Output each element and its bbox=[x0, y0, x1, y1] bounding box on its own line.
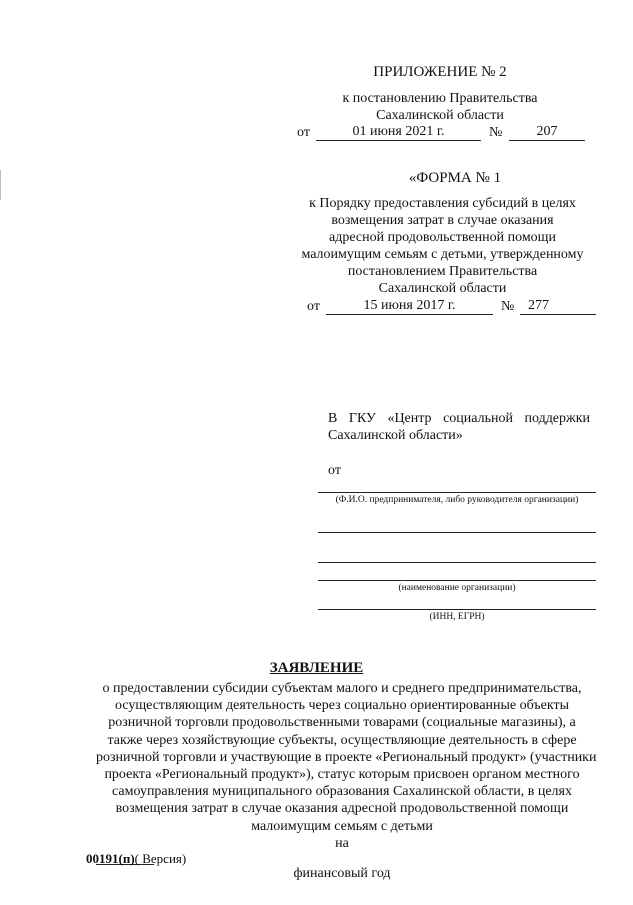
form-line-6: Сахалинской области bbox=[378, 281, 507, 296]
statement-line-4: также через хозяйствующие субъекты, осуществляющие деятельность в сфере bbox=[107, 732, 577, 748]
footer-code bbox=[86, 851, 186, 867]
caption-fio: (Ф.И.О. предпринимателя, либо руководителя организации) bbox=[335, 495, 579, 505]
statement-line-6: проекта «Региональный продукт»), статус которым присвоен органом местного bbox=[104, 767, 580, 783]
fio-line bbox=[318, 492, 596, 493]
form-date: 15 июня 2017 г. bbox=[326, 298, 493, 315]
scan-margin-mark bbox=[0, 170, 1, 200]
statement-line-3: розничной торговли продовольственными товарами (социальные магазины), а bbox=[108, 715, 576, 731]
attachment-number: 207 bbox=[509, 124, 585, 141]
form-line-1: к Порядку предоставления субсидий в целях bbox=[309, 196, 576, 211]
year-prefix: на bbox=[335, 835, 349, 851]
addressee-from-label: от bbox=[328, 463, 341, 478]
attachment-number-label: № bbox=[489, 125, 503, 140]
form-line-2: возмещения затрат в случае оказания bbox=[331, 213, 554, 228]
statement-line-9: малоимущим семьям с детьми bbox=[251, 818, 433, 834]
document-code: 00191(п) bbox=[86, 851, 135, 866]
form-line-3: адресной продовольственной помощи bbox=[329, 230, 556, 245]
statement-line-7: самоуправления муниципального образования Сахалинской области, в целях bbox=[112, 784, 572, 800]
statement-line-5: розничной торговли и участвующие в проекте «Региональный продукт» (участники bbox=[96, 749, 597, 765]
blank-line-2 bbox=[318, 562, 596, 563]
inn-line bbox=[318, 609, 596, 610]
statement-line-2: осуществляющим деятельность через социально ориентированные объекты bbox=[114, 698, 570, 714]
form-from-label: от bbox=[307, 299, 320, 314]
document-version: ( Версия) bbox=[134, 851, 187, 866]
caption-org: (наименование организации) bbox=[398, 583, 516, 593]
statement-title: ЗАЯВЛЕНИЕ bbox=[269, 660, 364, 676]
attachment-from-label: от bbox=[297, 125, 310, 140]
attachment-line-2: Сахалинской области bbox=[376, 108, 504, 123]
statement-line-1: о предоставлении субсидии субъектам малого и среднего предпринимательства, bbox=[102, 681, 582, 696]
form-title: «ФОРМА № 1 bbox=[408, 170, 502, 186]
form-number-label: № bbox=[501, 299, 515, 314]
attachment-title: ПРИЛОЖЕНИЕ № 2 bbox=[373, 64, 507, 80]
attachment-line-1: к постановлению Правительства bbox=[342, 91, 538, 106]
attachment-date: 01 июня 2021 г. bbox=[316, 124, 481, 141]
form-number: 277 bbox=[520, 298, 596, 315]
form-line-4: малоимущим семьям с детьми, утвержденному bbox=[301, 247, 584, 262]
addressee-to: В ГКУ «Центр социальной поддержки Сахалинской области» bbox=[328, 411, 590, 443]
blank-line-1 bbox=[318, 532, 596, 533]
statement-line-8: возмещения затрат в случае оказания адресной продовольственной помощи bbox=[115, 801, 569, 817]
year-suffix: финансовый год bbox=[293, 866, 391, 882]
org-line bbox=[318, 580, 596, 581]
form-line-5: постановлением Правительства bbox=[347, 264, 538, 279]
caption-inn: (ИНН, ЕГРН) bbox=[429, 612, 485, 622]
